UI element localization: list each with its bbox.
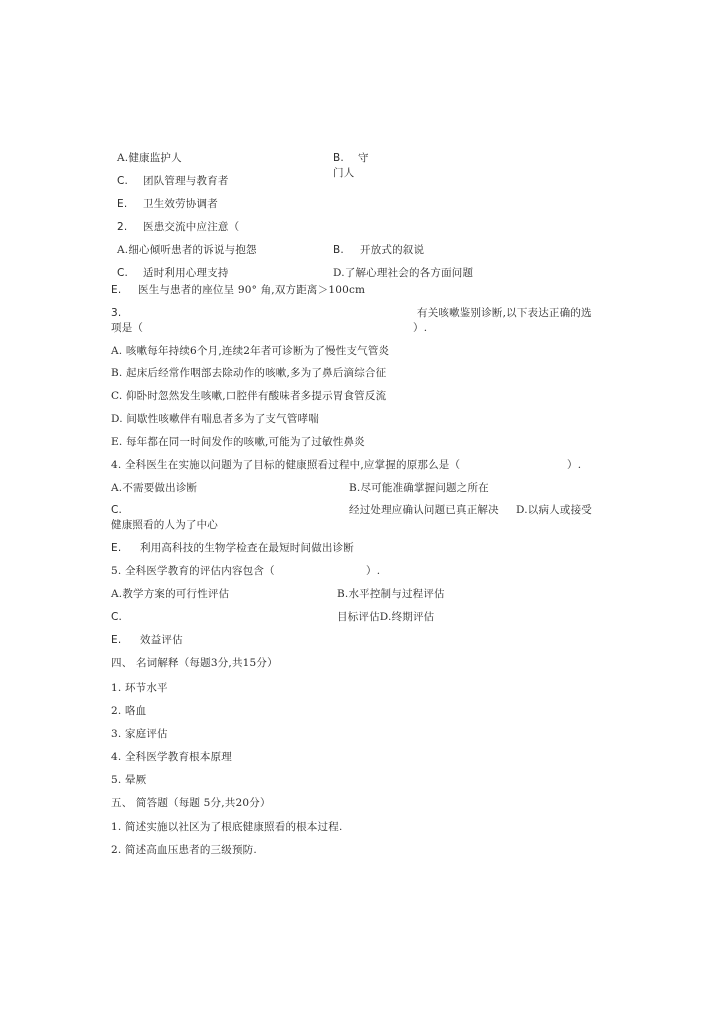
q4-option-c-letter: C.: [111, 504, 123, 516]
q1-option-b-text-1: 守: [358, 152, 369, 164]
q4-option-e-letter: E.: [111, 542, 122, 554]
q2-option-b-text: 开放式的叙说: [360, 244, 425, 256]
q2-option-c-text: 适时利用心理支持: [143, 267, 229, 279]
q4-option-d-continued: 健康照看的人为了中心: [111, 519, 218, 531]
q4-stem-close: ）.: [567, 459, 582, 471]
q3-option-c: C. 仰卧时忽然发生咳嗽,口腔伴有酸味者多提示胃食管反流: [111, 390, 387, 402]
q4-option-a: A.不需要做出诊断: [111, 482, 198, 494]
q2-option-b-letter: B.: [333, 244, 344, 256]
q3-option-a: A. 咳嗽每年持续6个月,连续2年者可诊断为了慢性支气管炎: [111, 345, 390, 357]
q5-option-e-text: 效益评估: [140, 634, 183, 646]
q1-option-b-text-2: 门人: [333, 167, 355, 179]
section-4-item: 4. 全科医学教育根本原理: [111, 751, 232, 763]
q2-option-a: A.细心倾听患者的诉说与抱怨: [117, 244, 257, 256]
q5-option-c-text: 目标评估D.终期评估: [337, 611, 435, 623]
q5-option-a: A.教学方案的可行性评估: [111, 588, 230, 600]
q5-option-e-letter: E.: [111, 634, 122, 646]
section-4-item: 5. 晕厥: [111, 774, 147, 786]
section-4-item: 2. 咯血: [111, 705, 147, 717]
q3-stem-close: ）.: [413, 322, 428, 334]
q2-number: 2.: [117, 221, 128, 233]
q1-option-e-letter: E.: [117, 198, 128, 210]
q5-stem-close: ）.: [366, 565, 381, 577]
q2-stem: 医患交流中应注意（: [143, 221, 240, 233]
section-4-item: 3. 家庭评估: [111, 728, 168, 740]
q4-option-b: B.尽可能准确掌握问题之所在: [349, 482, 489, 494]
q5-stem: 5. 全科医学教育的评估内容包含（: [111, 565, 275, 577]
section-4-item: 1. 环节水平: [111, 682, 168, 694]
q4-stem: 4. 全科医生在实施以问题为了目标的健康照看过程中,应掌握的原那么是（: [111, 459, 461, 471]
q3-stem: 有关咳嗽鉴别诊断,以下表达正确的选: [417, 307, 592, 319]
q5-option-c-letter: C.: [111, 611, 123, 623]
q2-option-e-text: 医生与患者的座位呈 90° 角,双方距离＞100cm: [138, 284, 366, 296]
section-5-item: 1. 简述实施以社区为了根底健康照看的根本过程.: [111, 821, 343, 833]
q3-option-b: B. 起床后经常作咽部去除动作的咳嗽,多为了鼻后滴综合征: [111, 367, 387, 379]
section-5-item: 2. 简述高血压患者的三级预防.: [111, 844, 257, 856]
q3-number: 3.: [111, 307, 122, 319]
q2-option-c-letter: C.: [117, 267, 129, 279]
q1-option-e-text: 卫生效劳协调者: [143, 198, 218, 210]
q4-option-e-text: 利用高科技的生物学检查在最短时间做出诊断: [140, 542, 354, 554]
q3-option-e: E. 每年都在同一时间发作的咳嗽,可能为了过敏性鼻炎: [111, 436, 365, 448]
section-4-heading: 四、 名词解释（每题3分,共15分）: [111, 657, 278, 669]
q1-option-b-letter: B.: [333, 152, 344, 164]
q1-option-c-letter: C.: [117, 175, 129, 187]
q5-option-b: B.水平控制与过程评估: [337, 588, 445, 600]
q4-option-c-text: 经过处理应确认问题已真正解决: [349, 504, 499, 516]
q2-option-e-letter: E.: [111, 284, 122, 296]
q3-option-d: D. 间歇性咳嗽伴有喘息者多为了支气管哮喘: [111, 413, 319, 425]
q1-option-a: A.健康监护人: [117, 152, 182, 164]
q2-option-d: D.了解心理社会的各方面问题: [333, 267, 474, 279]
q4-option-d: D.以病人或接受: [516, 504, 592, 516]
q1-option-c-text: 团队管理与教育者: [143, 175, 229, 187]
section-5-heading: 五、 简答题（每题 5分,共20分）: [111, 797, 271, 809]
q3-stem-line-2: 项是（: [111, 322, 144, 334]
